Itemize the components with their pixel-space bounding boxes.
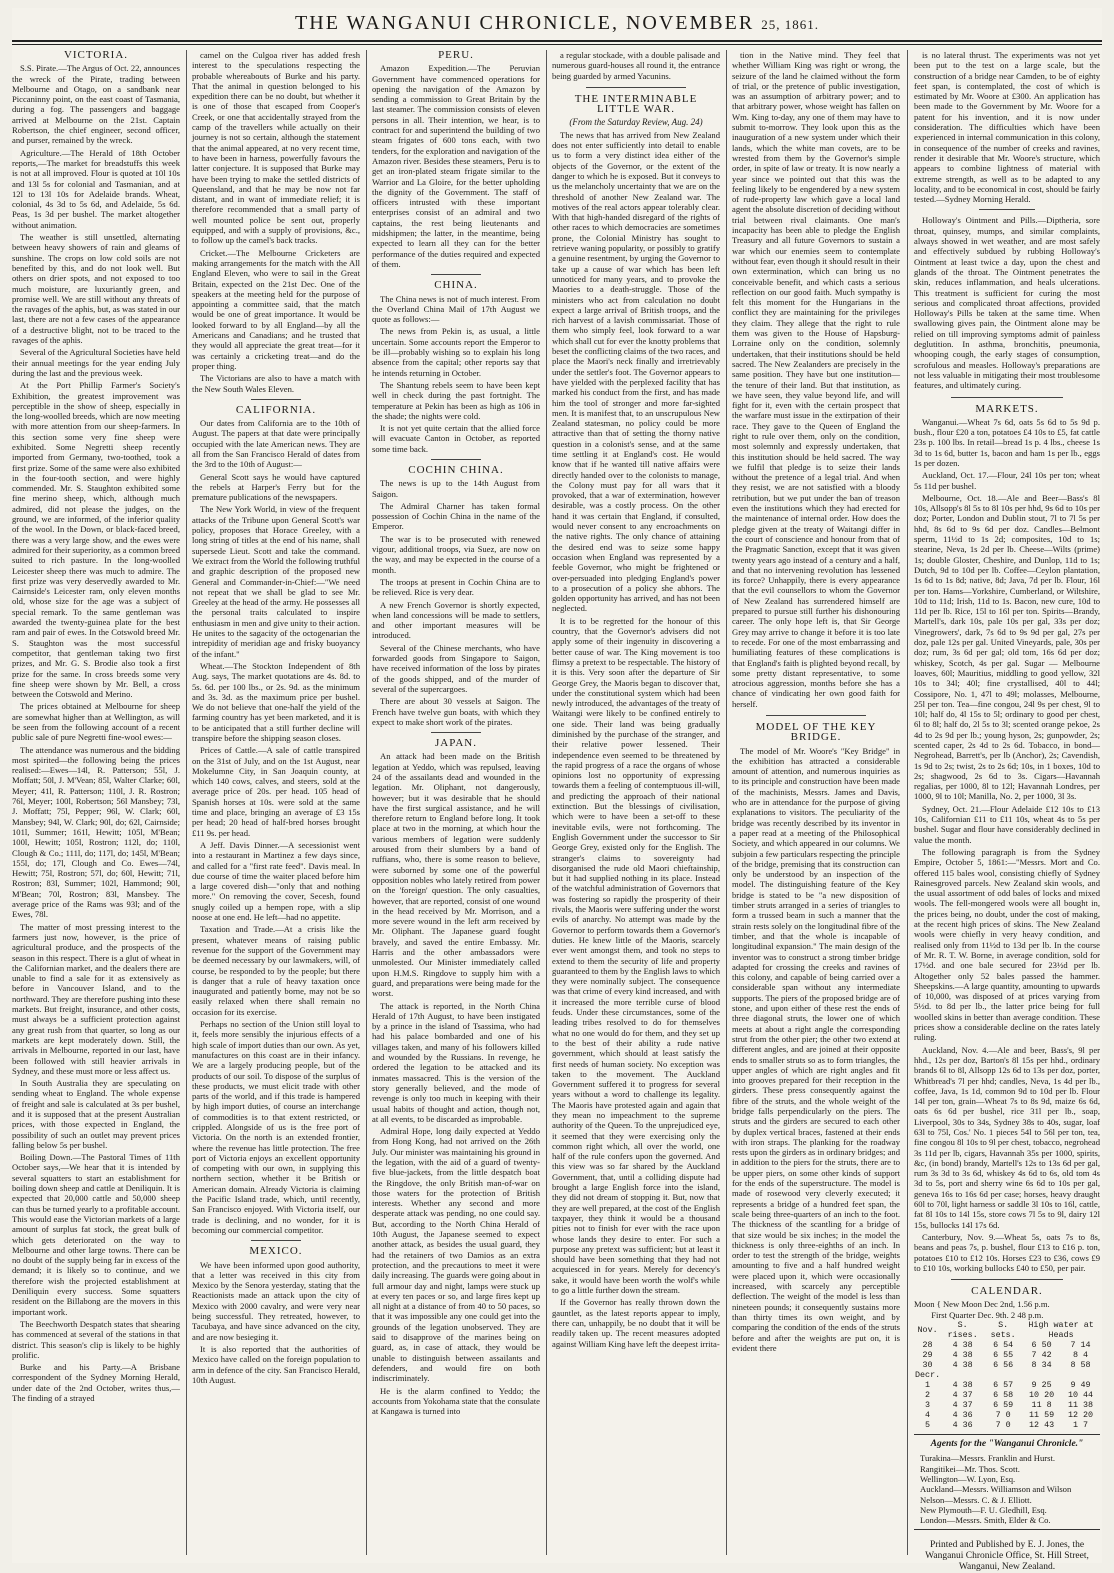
table-cell: 2 [925, 1390, 931, 1401]
section-divider [951, 1279, 1063, 1280]
paragraph: Agriculture.—The Herald of 18th October reports,—The market for breadstuffs this week is not at all improved. Flour is quoted at 10l 10s and 13l 5s for colonial and Tasmanian, and at 12l to 13l 10s for Adelaide brands. Wheat, colonial, 4s 3d to 5s 6d, and Adelaide, 5s 6d. Peas, 1s 3d per bushel. The market altogether without animation. [12, 147, 180, 230]
paragraph: He is the alarm confined to Yeddo; the accounts from Yokohama state that the consulate at Kangawa is turned into [372, 1385, 540, 1417]
section-divider [431, 459, 481, 460]
section-heading-california: CALIFORNIA. [235, 403, 317, 416]
table-row [914, 1400, 1100, 1410]
paragraph: The news that has arrived from New Zealand does not enter sufficiently into detail to enable us to form a very distinct idea either of the objects of the Governor, or the extent of the danger to which he is exposed. But it conveys to us the melancholy uncertainty that we are on the threshold of another New Zealand war. The motives of the real actors appear tolerably clear. With that high-handed disregard of the rights of other races to which democracies are sometimes prone, the Colonial Ministry has sought to retrieve waning popularity, or possibly to gratify a genuine resentment, by urging the Governor to take up a cause of war which has been left unnoticed for many years, and to provoke the Maories to a death-struggle. Those of the ministers who act from calculation no doubt expect a large arrival of British troops, and the rich harvest of a lavish commissariat. Those of them who simply feel, look forward to a war which shall cut for ever the knotty problems that beset the conflicting claims of the two races, and place the Maori's neck finally and irretrievably under the settler's foot. The Governor appears to have yielded with the perplexed facility that has marked his conduct from the first, and has made him the tool of stronger and more far-sighted men. It is manifest that, to an unscrupulous New Zealand statesman, no policy could be more attractive than that of setting the thorny native question in a colonist's sense, and at the same time settling it at England's cost. He would know that if he wanted till native affairs were directly handed over to the colonists to manage, the Colony must pay for all wars that it provoked, that a war of extermination, however desirable, was a costly process. On the other hand it was certain that England, if consulted, would never consent to any encroachments on the native rights. The only chance of attaining the desired end was to seize some happy occasion when England was represented by a feeble Governor, who might be frightened or over-persuaded into pledging England's power to a prosecution of a policy she abhors. The golden opportunity has arrived, and has not been neglected. [552, 129, 720, 614]
table-cell: 11 8 [1031, 1400, 1052, 1411]
market-report: Sydney, Oct. 21.—Flour Adelaide £12 10s to £13 10s, Californian £11 to £11 10s, wheat 4s to 5s per bushel. Sugar and flour have considerably declined in value the month. [914, 803, 1100, 845]
section-heading-peru: PERU. [438, 49, 474, 61]
paragraph: The prices obtained at Melbourne for sheep are somewhat higher than at Wellington, as will be seen from the following account of a recent public sale of pure Negretti fine-wool ewes:— [12, 701, 180, 743]
paragraph: The attack is reported, in the North China Herald of 17th August, to have been instigated by a prince in the island of Tsassima, who had had his palace bombarded and one of his villages taken, and many of his followers killed and wounded by the Russians. In revenge, he ordered the legation to be attacked and its inmates massacred. This is the version of the story generally believed, and the mode of revenge is only too much in keeping with their usual habits of thought and action, though not, at all events, to be discarded as improbable. [372, 1000, 540, 1124]
paragraph: In South Australia they are speculating on sending wheat to England. The whole expense of freight and sale is calculated at 3s per bushel, and it is supposed that at the present Australian prices, with those expected in England, the possibility of such an outlet may prevent prices falling below 5s per bushel. [12, 1078, 180, 1150]
table-cell [941, 1370, 984, 1380]
table-cell: 12 43 [1029, 1420, 1055, 1431]
column-6 [914, 50, 1100, 1573]
paragraph: The matter of most pressing interest to the farmers just now, however, is the price of agricultural produce, and the prospects of the season in this respect. There is a glut of wheat in the Californian market, and the dealers there are unable to find a sale for it as extensively as before in Vancouver Island, and to the northward. They are therefore pushing into these markets. But freight, insurance, and other costs, must always be a sufficient protection against any great rush from that quarter, so long as our markets are kept moderately down. Still, the arrivals in Melbourne, reported in our last, have been followed with still heavier arrivals in Sydney, and these must more or less affect us. [12, 921, 180, 1076]
column-4 [552, 50, 720, 1560]
column-rule [186, 50, 187, 1555]
column-rule [546, 50, 547, 1555]
moon-line: New Moon Dec 2nd, 1.56 p.m. [942, 1299, 1050, 1310]
table-cell [1022, 1370, 1061, 1380]
paragraph: Burke and his Party.—A Brisbane correspondent of the Sydney Morning Herald, under date of the 2nd October, writes thus,—The finding of a strayed [12, 1362, 180, 1403]
table-header: High water at Heads [1028, 1320, 1094, 1341]
table-cell: 7 0 [995, 1420, 1011, 1431]
section-heading-mexico: MEXICO. [249, 1245, 303, 1258]
moon-label: Moon [914, 1299, 935, 1310]
paragraph: Several of the Agricultural Societies have held their annual meetings for the year ending July during the last and the previous week. [12, 347, 180, 378]
table-header-row [914, 1320, 1100, 1340]
paragraph: We have been informed upon good authority, that a letter was received in this city from Mexico by the Senora yesterday, stating that the Reactionists made an attack upon the city of Mexico with 2000 cavalry, and were very near being successful. They retreated, however, to Tacubaya, and have since advanced on the city, and are now besieging it. [192, 1259, 360, 1342]
section-heading-victoria: VICTORIA. [63, 49, 129, 61]
paragraph: Prices of Cattle.—A sale of cattle transpired on the 31st of July, and on the 1st August, near Mokelumne City, in San Joaquin county, at which 140 cows, calves, and steers, sold at the average price of 20s. per head. 105 head of Spanish horses at 10s. were sold at the same time and place, bringing an average of £3 15s per head; 20 head of half-bred horses brought £11 9s. per head. [192, 745, 360, 838]
market-report: The following paragraph is from the Sydney Empire, October 5, 1861:—"Messrs. Mort and Co. offered 115 bales wool, consisting chiefly of Sydney Rainesgroved parcels. New Zealand skin wools, and the usual assortment of odd bales of locks and mixed wools. The fell-mongered wools were all bought in, the prices being, no doubt, under the cost of making, at the recent high prices of skins. The New Zealand wools were chiefly in very heavy condition, and realised only from 11½d to 13d per lb. In the course of Mr. R. T. W. Borne, in average condition, sold for 17½d. and one bale secured for 23½d per lb. Altogether only 52 bales passed the hammer. Sheepskins.—A large quantity, amounting to upwards of 10,000, was disposed of at prices varying from 5½d. to 8d per lb., the latter price being for full woolled skins in better than average condition. These prices show a considerable decline on the rates lately ruling. [914, 846, 1100, 1043]
paragraph: Perhaps no section of the Union still loyal to it, feels more sensibly the injurious effects of a high scale of import duties than our own. As yet, manufactures on this coast are in their infancy. We are a largely producing people, but of the products of our soil. To dispose of the surplus of these products, we must elicit trade with other parts of the world, and if this trade is hampered by high import duties, of course an interchange of commodities is to that extent restricted, or crippled. Alongside of us is the free port of Victoria. On the north is an extended frontier, where the revenue has little protection. The free port of Victoria enjoys an excellent opportunity of competing with our own, in supplying this northern section, whether it be British or American domain. Already Victoria is claiming the Pacific Island trade, which, until recently, San Francisco enjoyed. With Victoria itself, our trade is declining, and no wonder, for it is becoming our commercial competitor. [192, 1019, 360, 1235]
table-row [914, 1350, 1100, 1360]
section-heading-key-bridge: MODEL OF THE KEY BRIDGE. [755, 721, 877, 744]
column-rule [907, 50, 908, 1555]
table-cell: 6 50 [1031, 1340, 1052, 1351]
market-report: Auckland, Nov. 4.—Ale and beer, Bass's, 9l per hhd., 12s per doz, Barton's 8l 15s per hhd., ordinary brands 6l to 8l, Allsopp 12s 6d to 13s per doz, porter, Whitbread's 7l per hhd; candles, Neva, 1s 4d per lb., coffee, Java, 1s 1d, common 9d to 10d per lb. Flour 14l per ton, grain—Wheat 7s to 8s 9d, maize 6s 6d, oats 6s 6d per bushel, rice 31l per lb., soap, Liverpool, 30s to 34s, Sydney 38s to 40s, sugar, loaf 63l to 75l, Cos.' No. 1 pieces 54l to 56l per ton, tea, fine congou 8l 10s to 9l per chest, tobacco, negrohead 3s 11d per lb, cigars, Havannah 35s per 1000, spirits, &c, (in bond) brandy, Martell's 12s to 13s 6d per gal, rum 3s 3d to 3s 6d, whiskey 4s 6d to 6s, old tom 4s 3d to 5s, port and sherry wine 6s 6d to 10s per gal, geneva 16s to 16s 6d per case; horses, heavy draught 60l to 70l, light harness or saddle 3l 10s to 16l, cattle, fat 8l 10s to 14l 15s, store cows 7l 5s to 9l, dairy 12l 15s, bullocks 14l 17s 6d. [914, 1044, 1100, 1230]
table-cell: 10 44 [1067, 1390, 1094, 1401]
table-cell: 11 59 [1029, 1410, 1055, 1421]
agent-entry: Nelson—Messrs. C. & J. Elliott. [920, 1494, 1032, 1505]
table-cell: 7 14 [1070, 1340, 1091, 1351]
table-cell: 6 54 [993, 1340, 1014, 1351]
paragraph: The weather is still unsettled, alternating between heavy showers of rain and gleams of sunshine. The crops on low cold soils are not benefited by this, and do not look well. But others on drier spots, and not exposed to too much moisture, are luxuriantly green, and promise well. We are still without any threats of the ravages of the aphis, but, as was stated in our last, there are not a few cases of the appearance of a destructive blight, not to be traced to the ravages of the aphis. [12, 232, 181, 346]
table-cell: 11 38 [1067, 1400, 1094, 1411]
masthead-rule [12, 40, 1102, 42]
agent-entry: London—Messrs. Smith, Elder & Co. [920, 1515, 1051, 1526]
table-row [914, 1410, 1100, 1420]
section-divider [431, 274, 481, 275]
table-cell: 8 4 [1072, 1350, 1089, 1361]
paragraph: A new French Governor is shortly expected, when land concessions will be made to settlers, and other important measures will be introduced. [372, 599, 540, 641]
paragraph: Wheat.—The Stockton Independent of 8th Aug. says, The market quotations are 4s. 8d. to 5s. 6d. per 100 lbs., or 2s. 9d. as the minimum and 3s. 3d. as the maximum price per bushel. We do not believe that one-half the yield of the farming country has yet been marketed, and it is to be anticipated that a still further decline will transpire before the shipping season closes. [192, 660, 360, 743]
table-cell: 3 [925, 1400, 931, 1411]
paragraph: Several of the Chinese merchants, who have forwarded goods from Singapore to Saigon, have received information of the loss by pirates of the goods shipped, and of the murder of several of the supercargoes. [372, 642, 540, 694]
tide-table [914, 1320, 1100, 1430]
market-report: Canterbury, Nov. 9.—Wheat 5s, oats 7s to 8s, beans and peas 7s, p. bushel, flour £13 to £16 p. ton, potatoes £10 to £12 10s. Horses £23 to £36, cows £9 to £10 10s, working bullocks £40 to £50, per pair. [914, 1231, 1100, 1273]
section-heading-cochin-china: COCHIN CHINA. [408, 463, 504, 476]
table-cell: 30 [922, 1360, 933, 1371]
table-row [914, 1360, 1100, 1370]
section-heading-interminable-war: THE INTERMINABLE LITTLE WAR. [574, 92, 698, 116]
table-cell: 8 58 [1070, 1360, 1091, 1371]
masthead-rule-thin [12, 44, 1102, 45]
paragraph: An attack had been made on the British legation at Yeddo, which was repulsed, leaving 24 of the assailants dead and wounded in the legation. Mr. Oliphant, not dangerously, however; but it was desirable that he should have the first surgical assistance, and he will therefore return to England before long. It took place at two in the morning, at which hour the various members of legation were suddenly aroused from their slumbers by a band of ruffians, who, there is some reason to believe, were suborned by some one of the powerful opposition nobles who lately retired from power on the 'foreign' question. The only casualties, however, that are reported, consist of one wound in the head received by Mr. Morrison, and a more severe wound in the left arm received by Mr. Oliphant. The Japanese guard fought bravely, and saved the entire Embassy. Mr. Harris and the other ambassadors were unmolested. Our Minister immediately called upon H.M.S. Ringdove to supply him with a guard, and preparations were being made for the worst. [372, 751, 540, 999]
table-cell: 4 36 [952, 1410, 973, 1421]
column-1 [12, 50, 180, 1560]
article-source: (From the Saturday Review, Aug. 24) [569, 117, 703, 128]
table-cell [984, 1370, 1022, 1380]
table-row [914, 1420, 1100, 1430]
agents-heading: Agents for the "Wanganui Chronicle." [930, 1439, 1084, 1450]
agent-entry: Auckland—Messrs. Williamson and Wilson [920, 1484, 1072, 1495]
column-5 [732, 50, 900, 1560]
paragraph: It is to be regretted for the honour of this country, that the Governor's advisers did not apply some of their ingenuity in discovering a better cause of war. The King movement is too flimsy a pretext to be respectable. The history of it is this. Very soon after the departure of Sir George Grey, the Maoris began to discover that, under the constitutional system which had been newly introduced, the advantages of the treaty of Waitangi were likely to be confined entirely to one side. Their land was being gradually diminished by the purchase of the stranger, and their relative power lessened. Their independence even seemed to be threatened by the rapid progress of a race the organs of whose opinions lost no opportunity of expressing towards them a feeling of contemptuous ill-will, and predicting the approach of their national extinction. But the blessings of civilisation, which were to have been a set-off to these inevitable evils, were not forthcoming. The English Government under the successor to Sir George Grey, existed only for the English. The stranger's claims to sovereignty had disorganised the rude old Maori chieftainship, but it had supplied nothing in its place. Instead of the watchful administration of Governors that was fostering so rapidly the prosperity of their rivals, the Maoris were suffering under the worst evils of anarchy. No attempt was made by the Governor to perform towards them a Governor's duties. He knew little of the Maoris, scarcely ever went amongst them, and took no steps to extend to them the security of life and property guaranteed to them by the English laws to which they were nominally subject. The consequence was that crime of every kind increased, and with it increased the more terrible curse of blood feuds. Under these circumstances, some of the leading tribes resolved to do for themselves what no one would do for them, and they set up to the best of their ability a rude native government, which should at least satisfy the first needs of human society. No exception was taken to the movement. The Auckland Government suffered it to progress for several years without a word to challenge its legality. The Maoris have protested again and again that they mean no impeachment to the supreme authority of the Queen. To the unprejudiced eye, it seemed that they were exercising only the common right which, all over the world, one half of the rule confers upon the governed. And this view was so far shared by the Auckland Government, that, until a colliding dispute had brought a large English force into the island, they did not dream of stopping it. But, now that they are well prepared, at the cost of the English taxpayer, they think it would be a thousand pities not to finish for ever with the race upon whose lands they desire to enter. For such a purpose any pretext was sufficient; but at least it should have been something that they had not acquiesced in for years. Merely for decency's sake, it would have been worth the wolf's while to go a little further down the stream. [552, 615, 720, 1296]
masthead [12, 8, 1102, 38]
section-heading-japan: JAPAN. [435, 737, 477, 750]
table-row [914, 1340, 1100, 1350]
table-row [914, 1390, 1100, 1400]
table-cell [1061, 1370, 1100, 1380]
agent-entry: New Plymouth—F. U. Gledhill, Esq. [920, 1504, 1047, 1515]
table-cell: 4 36 [952, 1420, 973, 1431]
paragraph: The war is to be prosecuted with renewed vigour, additional troops, via Suez, are now on the way, and may be expected in the course of a month. [372, 533, 540, 575]
table-row [914, 1380, 1100, 1390]
market-report: Wanganui.—Wheat 7s 6d, oats 5s 6d to 5s 9d p. bush., flour £20 a ton, potatoes £4 10s to £5, fat cattle 23s p. 100 lbs. In retail—bread 1s p. 4 lbs., cheese 1s 3d to 1s 6d, butter 1s, bacon and ham 1s per lb., eggs 1s per dozen. [914, 416, 1100, 468]
market-report: Melbourne, Oct. 18.—Ale and Beer—Bass's 8l 10s, Allsopp's 8l 5s to 8l 10s per hhd, 9s 6d to 10s per doz; Porter, London and Dublin stout, 7l to 7l 5s per hhd, 8s 6d to 9s 6d per doz. Candles—Belmont sperm, 11½d to 1s 2d; composites, 10d to 1s; stearine, Neva, 1s 2d per lb. Cheese—Wilts (prime) 1s; double Gloster, Cheshire, and Dunlop, 11d to 1s; Dutch, 9d to 10d per lb. Coffee—Ceylon plantation, 1s 6d to 1s 8d; native, 8d; Java, 7d per lb. Flour, 16l per ton. Hams—Yorkshire, Cumberland, or Wiltshire, 10d to 11d; Irish, 11d to 1s. Bacon, new cure, 10d to 11d per lb. Rice, 15l to 16l per ton. Spirits—Brandy, Martell's, dark 10s, pale 10s per gal, 33s per doz; Vinegrowers', dark, 7s 6d to 9s 9d per gal, 27s per doz, pale 12s per gal. United Vineyards, pale, 30s per doz; rum, 3s 6d per gal; old tom, 16s 6d per doz; whiskey, Scotch, 4s per gal. Sugar — Melbourne loaves, 60l; Mauritius, middling to good yellow, 32l 10s to 34l; 40l; fine crystallised, 40l to 44l; Cossipore, No. 1, 47l to 49l; molasses, Melbourne, 25l per ton. Tea—fine congou, 24l 9s per chest, 9l to 10l; half do, 4l 15s to 5l; ordinary to good per chest, 6l to 8l; half do, 2l 5s to 3l; scented orange pekoe, 2s 4d to 2s 9d per lb.; young hyson, 2s; gunpowder, 2s; scented caper, 2s 4d to 2s 6d. Tobacco, in bond—Negrohead, Barrett's, per lb (Anchor), 2s; Cavendish, 1s 9d to 2s; twist, 2s to 2s 6d; 10s, in 1 boxes, 10d to 2s; shagwood, 2s 6d to 3s. Cigars—Havannah regalias, per 1000, 8l to 12l; Havannah Londres, per 1000, 9l to 10l; Manilla, No. 2, per 1000, 3l 3s. [914, 492, 1100, 802]
section-divider [914, 1529, 1100, 1530]
paragraph: Taxation and Trade.—At a crisis like the present, whatever means of raising public revenue for the support of the Government may be deemed necessary by our lawmakers, will, of course, be responded to by the people; but there is danger that a rule of heavy taxation once inaugurated and patiently borne, may not be so easily relaxed when there shall remain no occasion for its exercise. [192, 924, 360, 1017]
paragraph: tion in the Native mind. They feel that whether William King was right or wrong, the seizure of the land he claimed without the form of trial, or the pretence of public investigation, was an assumption of arbitrary power; and to that arbitrary power, whose weight has fallen on Wm. King to-day, any one of them may have to submit to-morrow. They look upon this as the inauguration of a new system under which their lands, which the white man covets, are to be wrested from them by the Governor's simple order, in spite of law or treaty. It is now nearly a year since we pointed out that this was the feeling likely to be engendered by a new system of rude-property law which gave a local land agent the absolute discretion of deciding without trial between rival claimants. One man's incapacity has been able to pledge the English Treasury and all future Governors to sustain a war which our enemies seem to contemplate without fear, even though it should result in their own extermination, which can bring us no conceivable benefit, and which casts a serious reflection on our good faith. Much sympathy is felt this moment for the Hungarians in the conflict they are maintaining for the privileges they claim. They allege that the right to rule them was given to the House of Hapsburg-Lorraine only on the condition, solemnly undertaken, that their institutions should be held sacred. The New Zealanders are precisely in the same position. They have but one institution—the tenure of their land. But that institution, as we have seen, they value beyond life, and will fight for it, even with the certain prospect that the warfare must issue in the extirpation of their race. They gave to the Queen of England the right to rule over them, only on the condition, most solemnly and expressly undertaken, that this institution should be held sacred. The way we fulfil that pledge is to seize their lands without the pretence of a legal trial. And when they resist, we are not satisfied with a bloody retribution, but we put under the ban of treason even the institutions which they had erected for the maintenance of internal order. How does the pledge given at the treaty of Waitangi differ in the court of conscience and honour from that of the Pragmatic Sanction, except that it was given twenty years ago instead of a century and a half, and that no intervening revolution has lessened its force? Unhappily, there is every appearance that the evil counsellors to whom the Governor of New Zealand has surrendered himself are prepared to pursue still further his dishonouring career. The only hope left is, that Sir George Grey may arrive to change it before it is too late to recede. For one of the most embarrassing and humiliating features of these complications is that England's faith is plighted beyond recall, by some pretty distant representative, to some atrocious aggression, months before she has a chance of vindicating her own good faith for herself. [732, 50, 900, 709]
paragraph: The Victorians are also to have a match with the New South Wales Eleven. [192, 373, 360, 394]
paragraph: The Admiral Charner has taken formal possession of Cochin China in the name of the Emperor. [372, 500, 540, 532]
table-cell: 6 55 [993, 1350, 1014, 1361]
paragraph: There are about 30 vessels at Saigon. The French have twelve gun boats, with which they expect to make short work of the pirates. [372, 696, 540, 727]
section-divider [979, 209, 1035, 210]
section-heading-china: CHINA. [434, 279, 478, 292]
section-divider [251, 399, 301, 400]
column-rule [366, 50, 367, 1555]
column-2 [192, 50, 360, 1560]
paragraph: The attendance was numerous and the bidding most spirited—the following being the prices realised:—Ewes—14l, R. Patterson; 55l, J. Moffatt; 50l, J. M'Vean; 85l, Walter Clarke; 60l, Meyer; 41l, R. Patterson; 110l, J. R. Rostron; 76l, Meyer; 100l, Robertson; 56l Mansbey; 73l, J. Moffatt; 75l, Pepper; 96l, W. Clark; 60l, Mansbey; 94l, W. Clark; 90l, do; 62l, Cairnside; 101l, Summer; 161l, Hewitt; 105l, M'Bean; 100l, Hewitt; 105l, Rostron; 112l, do; 110l, Clough & Co.; 111l, do; 117l, do; 145l, M'Bean; 155l, do; 17l, Clough and Co. Ewes—74l, Hewitt; 75l, Rostron; 57l, do; 60l, Hewitt; 71l, Rostron; 83l, Summer; 102l, Hammond; 90l, M'Bean; 70l, Rostron; 83l, Mansbey. The average price of the Rams was 93l; and of the Ewes, 78l. [12, 744, 180, 920]
paragraph: General Scott says he would have captured the rebels at Harper's Ferry but for the premature publications of the newspapers. [192, 471, 360, 503]
paragraph: S.S. Pirate.—The Argus of Oct. 22, announces the wreck of the Pirate, trading between Melbourne and Otago, on a sandbank near Piccaninny point, on the east coast of Tasmania, during a fog. The passengers and baggage arrived at Melbourne on the 21st. Captain Robertson, the chief engineer, second officer, and purser, remained by the wreck. [12, 63, 180, 146]
table-cell: 4 37 [952, 1390, 973, 1401]
agent-entry: Turakina—Messrs. Franklin and Hurst. [920, 1453, 1056, 1464]
paragraph: It is also reported that the authorities of Mexico have called on the foreign population to arm in defence of the city. San Francisco Herald, 10th August. [192, 1343, 360, 1385]
paragraph: The model of Mr. Woore's "Key Bridge" in the exhibition has attracted a considerable amount of attention, and numerous inquiries as to its principle and construction have been made of the machinists, Messrs. James and Davis, who are in attendance for the purpose of giving explanations to visitors. The peculiarity of the bridge was recently described by its inventor in a paper read at a meeting of the Philosophical Society, and which appeared in our columns. We subjoin a few particulars respecting the principle of the bridge, premising that its construction can only be understood by an inspection of the model. The distinguishing feature of the Key bridge is stated to be "a new disposition of timber struts arranged in a series of triangles to form a trussed beam in such a manner that the strain rests solely on the longitudinal fibre of the timber, and that the whole is incapable of longitudinal expansion." The main design of the inventor was to construct a strong timber bridge adapted for crossing the creeks and ravines of this colony, and capable of being carried over a considerable span without any intermediate supports. The piers of the proposed bridge are of stone, and upon either of these rest the ends of three diagonal struts, the lower one of which meets at about a right angle the corresponding strut from the other pier; the other two extend at different angles, and are joined at their opposite ends to smaller struts so as to form triangles, the upper angles of which are right angles and fit into grooves prepared for their reception in the girders. These press consequently against the fibre of the struts, and the whole weight of the bridge falls perpendicularly on the piers. The struts and the girders are secured to each other by duplex vertical braces, fastened at their ends with iron straps. The planking for the roadway rests upon the girders as in ordinary bridges; and in addition to the piers for the struts, there are to be upper piers, on some other kinds of support for the ends of the superstructure. The model is made of rosewood very cleverly executed; it represents a bridge of a hundred feet span, the scale being three-quarters of an inch to the foot. The thickness of the scantling for a bridge of that size would be six inches; in the model the thickness is only three-eighths of an inch. In order to test the strength of the bridge, weights amounting to five and a half hundred weight were placed upon it, which were occasionally increased, with scarcely any perceptible deflection. The weight of the model is less than nineteen pounds; it consequently sustains more than thirty times its own weight, and by comparing the condition of the ends of the struts before and after the weights are put on, it is evident there [732, 745, 900, 1353]
tide-rows [914, 1340, 1100, 1430]
section-divider [586, 87, 687, 88]
agent-entry: Rangitikei—Mr. Thos. Scott. [920, 1463, 1020, 1474]
agent-entry: Wellington—W. Lyon, Esq. [920, 1473, 1016, 1484]
table-row [914, 1370, 1100, 1380]
table-cell: 6 56 [993, 1360, 1014, 1371]
paragraph: camel on the Culgoa river has added fresh interest to the speculations respecting the probable whereabouts of Burke and his party. That the animal in question belonged to his expedition there can be no doubt, but whether it is one of those that escaped from Cooper's Creek, or one that accidentally strayed from the camp of the travellers while actually on their journey is not so certain, although the statement that the animal appeared, at no very recent time, to have been in harness, powerfully favours the latter conjecture. It is supposed that Burke may have been trying to make the settled districts of Queensland, and that he may be now not far distant, and in want of immediate relief; it is therefore recommended that a small party of well mounted police be sent out, properly equipped, and with a supply of provisions, &c., to follow up the camel's back tracks. [192, 50, 360, 246]
section-divider [766, 715, 867, 716]
masthead-title: THE WANGANUI CHRONICLE, NOVEMBER [295, 12, 755, 34]
paragraph: The news from Pekin is, as usual, a little uncertain. Some accounts report the Emperor to be ill—probably wishing so to explain his long absence from the capital; other reports say that he intends returning in October. [372, 326, 540, 378]
table-cell: 7 42 [1031, 1350, 1052, 1361]
paragraph: is no lateral thrust. The experiments was not yet been put to the test on a large scale, but the construction of a bridge near Camden, to be of eighty feet span, is contemplated, the cost of which is estimated by Mr. Woore at £300. An application has been made to the Government by Mr. Woore for a patent for his invention, and it is now under consideration. The difficulties which have been experienced in internal communication in this colony, in consequence of the number of creeks and ravines, render it desirable that Mr. Woore's structure, which appears to combine lightness of material with extreme strength, as well as to be adapted to any locality, and to be economical in cost, should be fairly tested.—Sydney Morning Herald. [914, 50, 1100, 205]
paragraph: At the Port Phillip Farmer's Society's Exhibition, the greatest improvement was perceptible in the show of sheep, especially in the long-woolled breeds, which are now meeting with more attention from our sheep-farmers. In this section some very fine sheep were exhibited. Some Negretti sheep recently imported from Germany, two-toothed, took a first prize. Some of the same were also exhibited in the four-tooth section, and were highly commended. Mr. S. Staughton exhibited some fine merino sheep, which, although much admired, did not please the judges, on the ground, we are informed, of the inferior quality of the wool. In the Down, or black-faced breed, there was a very large show, and the ewes were admired for their superiority, as a common breed suited to rich pasture. In the long-woolled Leicester sheep there was much to admire. The first prize was very deservedly awarded to Mr. Cairnside's Leicester ram, only eleven months old, whose size for the age was a subject of special remark. To the same gentleman was awarded the twenty-guinea plate for the best ram and pair of ewes. In the Cotswold breed Mr. S. Staughton was the most successful competitor, that gentleman taking two first prizes, and Mr. G. S. Brodie also took a first prize for the same. In cross breeds some very fine sheep were shown by Mr. Bell, a cross between the Cotswold and Merino. [12, 380, 180, 700]
moon-line: First Quarter Dec. 9th. 2 48 p.m. [931, 1309, 1044, 1320]
table-cell: 29 [922, 1350, 933, 1361]
paragraph: Boiling Down.—The Pastoral Times of 11th October says,—We hear that it is intended by several squatters to start an establishment for boiling down sheep and cattle at Deniliquin. It is expected that 20,000 cattle and 50,000 sheep can thus be turned yearly to a profitable account. This would ease the Victorian markets of a large amount of surplus fat stock, the great bulk of which gets deteriorated on the way to Melbourne and other large towns. There can be no doubt of the supply being far in excess of the demand; it is likely so to continue, and we therefore wish the projected establishment at Deniliquin every success. Some squatters resident on the Billabong are the movers in this important work. [12, 1152, 180, 1317]
paragraph: The troops at present in Cochin China are to be relieved. Rice is very dear. [372, 576, 540, 598]
column-rule [726, 50, 727, 1555]
paragraph: The Beechworth Despatch states that shearing has commenced at several of the stations in that district. This season's clip is likely to be highly prolific. [12, 1318, 180, 1360]
table-cell: 4 38 [952, 1360, 973, 1371]
paragraph: It is not yet quite certain that the allied force will evacuate Canton in October, as reported some time back. [372, 423, 540, 454]
table-cell: 4 [925, 1410, 931, 1421]
table-cell: 7 0 [995, 1410, 1011, 1421]
paragraph: The Shantung rebels seem to have been kept well in check during the past fortnight. The temperature at Pekin has been as high as 106 in the shade; the nights were cold. [372, 379, 540, 421]
section-divider [251, 1240, 301, 1241]
masthead-date: 25, 1861. [761, 17, 819, 32]
table-header: S. sets. [990, 1320, 1016, 1341]
table-cell: 6 57 [993, 1380, 1014, 1391]
paragraph: Cricket.—The Melbourne Cricketers are making arrangements for the match with the All England Eleven, who were to sail in the Great Britain, expected on the 21st Dec. One of the speakers at the meeting held for the purpose of appointing a committee said, that the match would be one of great importance. It would be looked forward to by all England—by all the Americans and Canadians; and he trusted that they would all appreciate the great treat—for it was certainly a cricketing treat—and do the proper thing. [192, 247, 360, 371]
paragraph: a regular stockade, with a double palisade and numerous guard-houses all round it, the entrance being guarded by armed Yacunins. [552, 50, 720, 81]
paragraph: A Jeff. Davis Dinner.—A secessionist went into a restaurant in Martinez a few days since, and called for a "first rate feed". Davis meal. In due course of time the waiter placed before him a large covered dish—"only that and nothing more." On removing the cover, Secesh, found snugly coiled up a hempen rope, with a slip noose at one end. He left—had no appetite. [192, 839, 360, 923]
table-cell: 9 49 [1070, 1380, 1091, 1391]
table-header: Nov. [917, 1325, 938, 1336]
paragraph: The China news is not of much interest. From the Overland China Mail of 17th August we quote as follows:— [372, 293, 540, 325]
paragraph: Our dates from California are to the 10th of August. The papers at that date were principally occupied with the late American news. They are all from the San Francisco Herald of dates from the 3rd to the 10th of August:— [192, 418, 360, 470]
moon-phases: Moon { New Moon Dec 2nd, 1.56 p.m. First Quarter Dec. 9th. 2 48 p.m. [914, 1299, 1050, 1320]
section-divider [951, 397, 1063, 398]
paragraph: Admiral Hope, long daily expected at Yeddo from Hong Kong, had not arrived on the 26th July. Our minister was maintaining his ground in the legation, with the aid of a guard of twenty-five blue-jackets, from the little despatch boat the Ringdove, the only British man-of-war on those waters for the protection of British interests. Whether any second and more desperate attack was pending, no one could say. But, according to the North China Herald of 10th August, the Japanese seemed to expect another attack, as besides the usual guard, they had the retainers of two Damios as an extra protection, and the precautions to meet it were daily increasing. The guards were going about in full armour day and night, lamps were stuck up at every ten paces or so, and large fires kept up all night at a distance of from 40 to 50 paces, so that it was impossible any one could get into the grounds of the legation unobserved. They are said to disapprove of the marines being on guard, as, in case of attack, they would be unable to distinguish between assailants and defenders, and would fire on both indiscriminately. [372, 1126, 540, 1384]
table-cell: 4 38 [952, 1380, 973, 1391]
paragraph: The news is up to the 14th August from Saigon. [372, 478, 540, 499]
table-cell: 6 59 [993, 1400, 1014, 1411]
table-cell: 1 [925, 1380, 931, 1391]
section-divider [914, 1434, 1100, 1435]
table-header: S. rises. [947, 1320, 978, 1341]
table-cell: 6 58 [993, 1390, 1014, 1401]
paragraph: The New York World, in view of the frequent attacks of the Tribune upon General Scott's war policy, proposes that Horace Greeley, with a long string of titles at the end of his name, shall supersede Lieut. Scott and take the command. We extract from the World the following truthful and graphic description of the proposed new General and Commander-in-Chief:—"We need not repeat that we shall be glad to see Mr. Greeley at the head of the army. He possesses all the personal traits calculated to inspire enthusiasm in men and give unity to their action. He unites to the sagacity of the octogenarian the intrepidity of meridian age and frisky buoyancy of the infant." [192, 504, 360, 659]
section-heading-markets: MARKETS. [975, 402, 1039, 415]
newspaper-page [12, 8, 1102, 1573]
table-cell: 4 37 [952, 1400, 973, 1411]
section-divider [431, 732, 481, 733]
market-report: Auckland, Oct. 17.—Flour, 24l 10s per ton; wheat 5s 11d per bushel. [914, 470, 1100, 491]
table-cell: 1 7 [1072, 1420, 1089, 1431]
section-heading-calendar: CALENDAR. [971, 1285, 1043, 1298]
imprint: Printed and Published by E. J. Jones, the Wanganui Chronicle Office, St. Hill Street, Wanganui, New Zealand. [925, 1540, 1089, 1573]
table-cell: 4 38 [952, 1340, 973, 1351]
table-cell: 5 [925, 1420, 931, 1431]
table-cell: 9 25 [1031, 1380, 1052, 1391]
table-cell: 4 38 [952, 1350, 973, 1361]
paragraph: Amazon Expedition.—The Peruvian Government have commenced operations for opening the navigation of the Amazon by sending a commission to Great Britain by the last steamer. The commission consists of eleven persons in all. Their intention, we hear, is to contract for and superintend the building of two steam frigates of 600 tons each, with two tenders, for the exploration and navigation of the Amazon river. Besides these steamers, Peru is to get an iron-plated steam frigate similar to the Warrior and La Gloire, for the better upholding the dignity of the Government. The staff of officers intrusted with these important enterprises consist of an admiral and two captains, the rest being lieutenants and midshipmen; the latter, in the meantime, being expected to learn all they can for the better performance of the duties required and expected of them. [372, 63, 541, 269]
paragraph: If the Governor has really thrown down the gauntlet, as the latest reports appear to imply, there can, unhappily, be no doubt that it will be readily taken up. The recent measures adopted against William King have left the deepest irrita- [552, 1297, 720, 1349]
column-3 [372, 50, 540, 1560]
table-cell: 8 34 [1031, 1360, 1052, 1371]
table-cell: 12 20 [1067, 1410, 1094, 1421]
table-cell: Decr. [915, 1370, 941, 1381]
holloway-advert: Holloway's Ointment and Pills.—Diptheria, sore throat, quinsey, mumps, and similar complaints, always showed in wet weather, and are most safely and effectively subdued by rubbing Holloway's Ointment at least twice a day, upon the chest and glands of the throat. The Ointment penetrates the skin, reduces inflammation, and heals ulcerations. This treatment is sufficient for curing the most serious and complicated throat affections, provided Holloway's Pills be taken at the same time. When swallowing gives pain, the Ointment alone may be relied on till improving symptoms admit of painless deglutition. In asthma, bronchitis, pneumonia, whooping cough, the early stages of consumption, scrofulous and measles. Holloway's preparations are not less valuable in mitigating their most troublesome features, and ultimately curing. [914, 215, 1100, 391]
table-cell: 28 [922, 1340, 933, 1351]
table-cell: 10 20 [1029, 1390, 1055, 1401]
victoria-article [12, 63, 180, 1403]
